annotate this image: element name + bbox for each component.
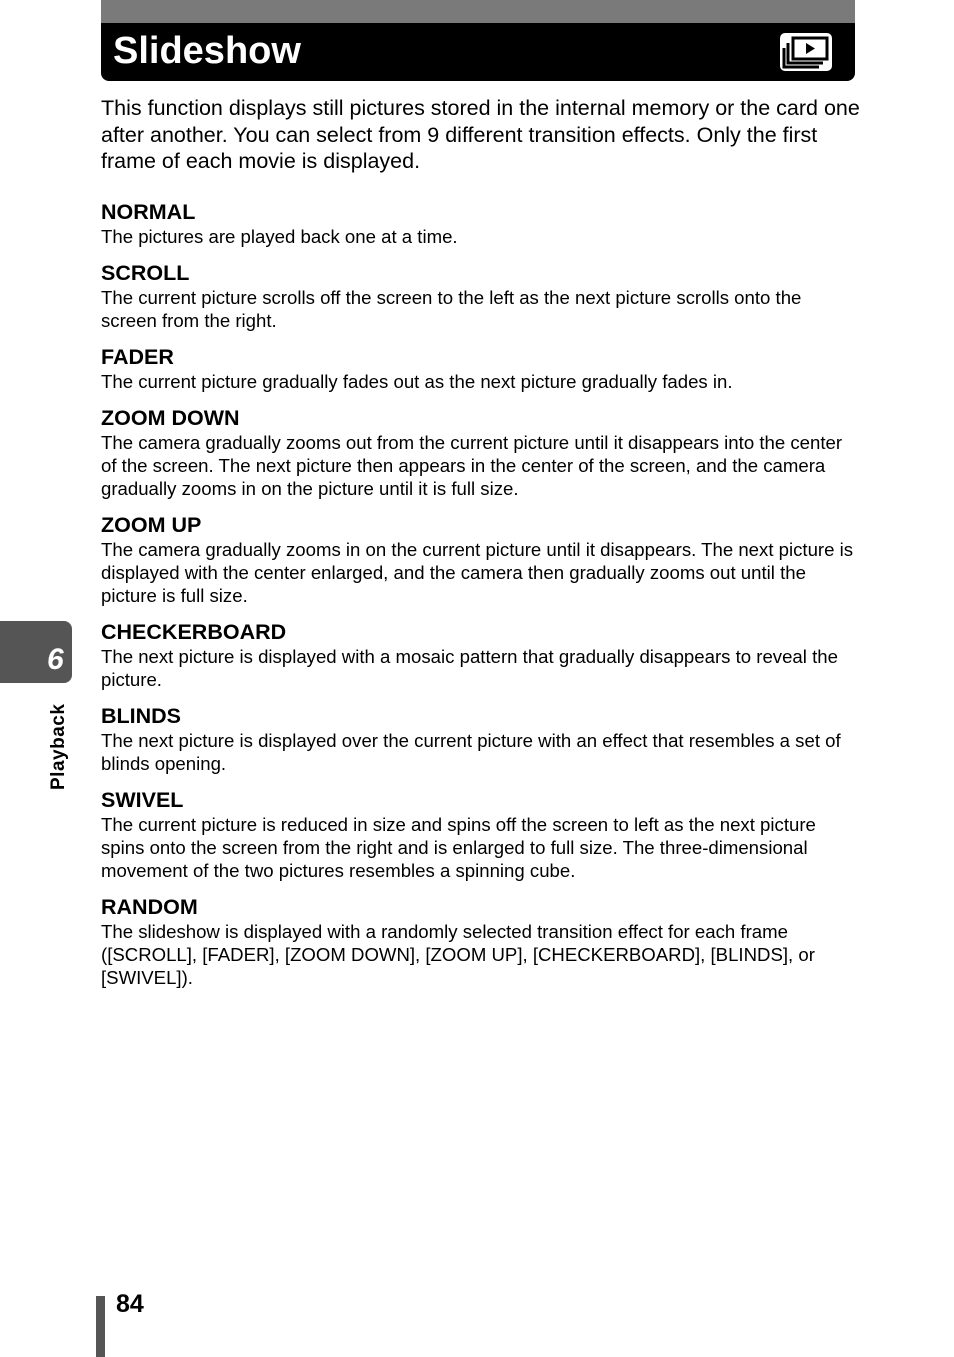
effect-description: The next picture is displayed with a mosaic pattern that gradually disappears to reveal the picture. <box>101 646 838 690</box>
effect-description: The current picture is reduced in size and spins off the screen to left as the next picture spins onto the screen from the right and is enlarged to full size. The three-dimensional movement of the two pictures resembles a spinning cube. <box>101 814 816 881</box>
effect-name: CHECKERBOARD <box>101 620 287 644</box>
effect-name: NORMAL <box>101 200 196 224</box>
effects-list <box>101 199 857 1001</box>
effect-checkerboard <box>101 619 857 691</box>
effect-blinds <box>101 703 857 775</box>
page-title: Slideshow <box>113 30 301 72</box>
intro-paragraph: This function displays still pictures stored in the internal memory or the card one after another. You can select from 9 different transition effects. Only the first frame of each movie is displayed. <box>101 96 860 173</box>
effect-swivel <box>101 787 857 882</box>
slideshow-icon <box>779 32 833 72</box>
effect-name: ZOOM UP <box>101 513 202 537</box>
effect-name: RANDOM <box>101 895 198 919</box>
header-top-strip <box>101 0 855 23</box>
effect-description: The current picture scrolls off the screen to the left as the next picture scrolls onto the screen from the right. <box>101 287 802 331</box>
effect-name: FADER <box>101 345 174 369</box>
effect-name: BLINDS <box>101 704 182 728</box>
page-number-bar <box>96 1296 105 1357</box>
effect-description: The next picture is displayed over the current picture with an effect that resembles a set of blinds opening. <box>101 730 841 774</box>
effect-random <box>101 894 857 989</box>
effect-description: The current picture gradually fades out as the next picture gradually fades in. <box>101 371 733 392</box>
chapter-label: Playback <box>48 703 69 790</box>
effect-description: The pictures are played back one at a time. <box>101 226 458 247</box>
page-header <box>101 0 855 81</box>
chapter-number: 6 <box>47 643 64 676</box>
page-number: 84 <box>116 1290 144 1318</box>
effect-name: SWIVEL <box>101 788 184 812</box>
effect-fader <box>101 344 857 393</box>
effect-zoom-up <box>101 512 857 607</box>
effect-name: SCROLL <box>101 261 190 285</box>
effect-name: ZOOM DOWN <box>101 406 240 430</box>
effect-description: The camera gradually zooms in on the current picture until it disappears. The next picture is displayed with the center enlarged, and the camera then gradually zooms out until the picture is full size. <box>101 539 854 606</box>
effect-description: The slideshow is displayed with a randomly selected transition effect for each frame ([SCROLL], [FADER], [ZOOM DOWN], [ZOOM UP], [CHECKERBOARD], [BLINDS], or [SWIVEL]). <box>101 921 815 988</box>
effect-normal <box>101 199 857 248</box>
effect-description: The camera gradually zooms out from the current picture until it disappears into the center of the screen. The next picture then appears in the center of the screen, and the camera gradually zooms in on the picture until it is full size. <box>101 432 843 499</box>
effect-zoom-down <box>101 405 857 500</box>
effect-scroll <box>101 260 857 332</box>
